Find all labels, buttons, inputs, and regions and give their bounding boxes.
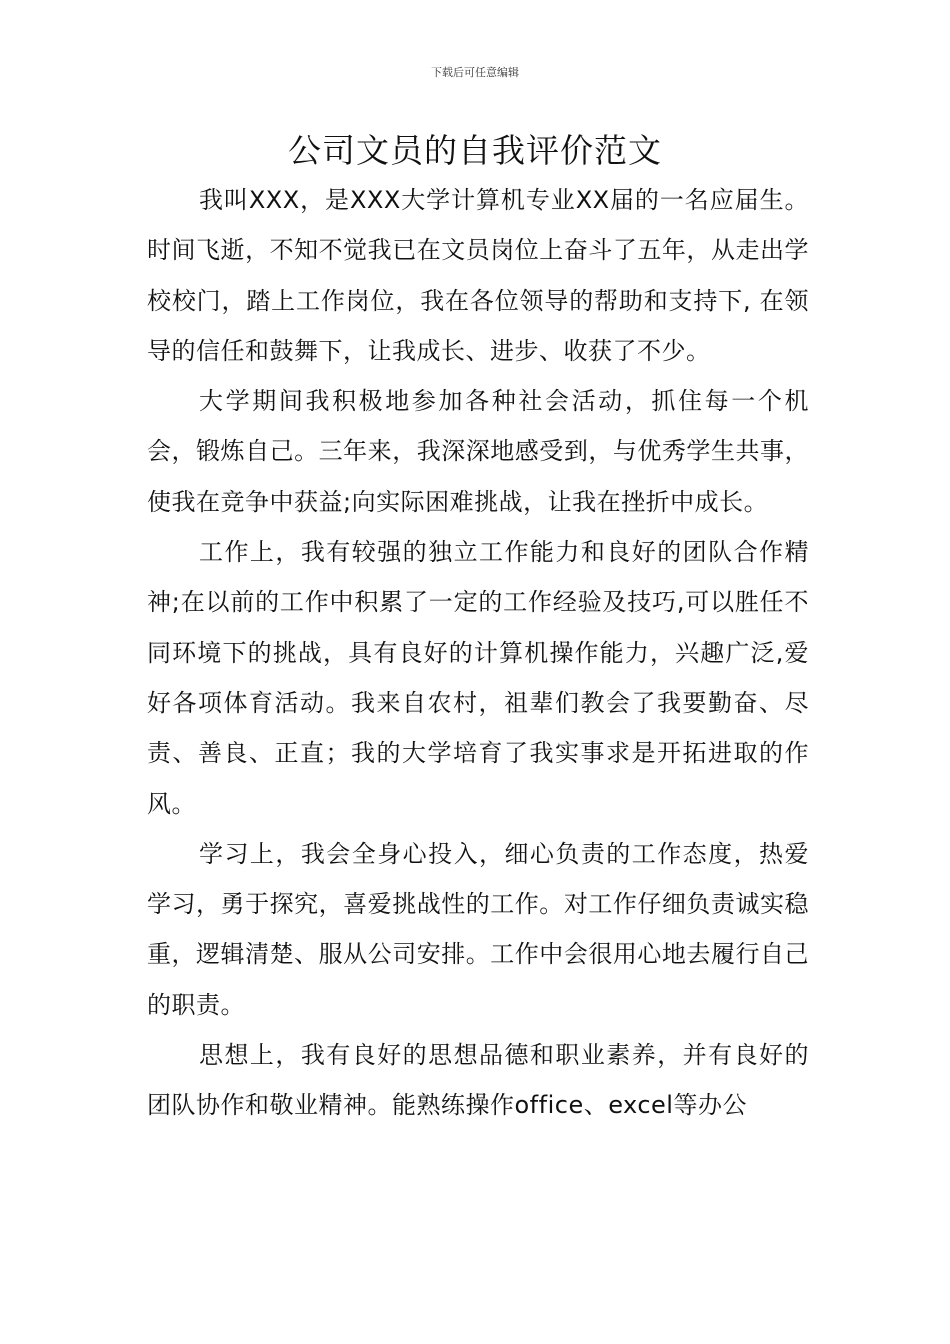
document-body <box>147 175 809 1131</box>
header-note: 下载后可任意编辑 <box>431 66 519 79</box>
paragraph-study: 学习上，我会全身心投入，细心负责的工作态度，热爱学习，勇于探究，喜爱挑战性的工作。对工作仔细负责诚实稳重，逻辑清楚、服从公司安排。工作中会很用心地去履行自己的职责。 <box>147 839 809 1019</box>
paragraph-thought: 思想上，我有良好的思想品德和职业素养，并有良好的团队协作和敬业精神。能熟练操作office、excel等办公 <box>147 1041 809 1120</box>
paragraph-university: 大学期间我积极地参加各种社会活动，抓住每一个机会，锻炼自己。三年来，我深深地感受到，与优秀学生共事，使我在竞争中获益;向实际困难挑战，让我在挫折中成长。 <box>147 387 809 516</box>
paragraph-intro: 我叫XXX，是XXX大学计算机专业XX届的一名应届生。时间飞逝，不知不觉我已在文员岗位上奋斗了五年，从走出学校校门，踏上工作岗位，我在各位领导的帮助和支持下, 在领导的信任和鼓舞下，让我成长、进步、收获了不少。 <box>147 186 809 365</box>
document-title: 公司文员的自我评价范文 <box>288 131 662 170</box>
paragraph-work: 工作上，我有较强的独立工作能力和良好的团队合作精神;在以前的工作中积累了一定的工作经验及技巧,可以胜任不同环境下的挑战，具有良好的计算机操作能力，兴趣广泛,爱好各项体育活动。我来自农村，祖辈们教会了我要勤奋、尽责、善良、正直；我的大学培育了我实事求是开拓进取的作风。 <box>147 538 809 818</box>
